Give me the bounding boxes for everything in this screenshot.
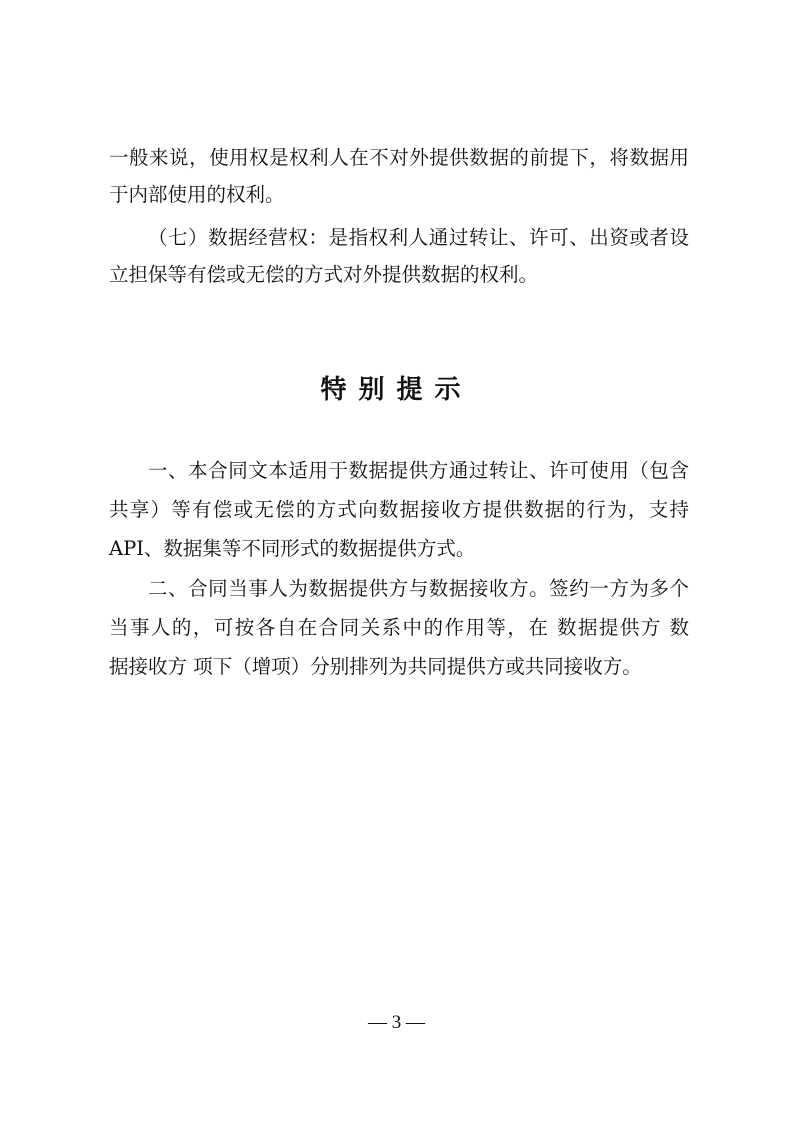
notice-text-line: 一、本合同文本适用于数据提供方通过转让、许可使用（包含 <box>148 459 689 482</box>
notice-text-line: 共享）等有偿或无偿的方式向数据接收方提供数据的行为，支持 <box>109 498 689 521</box>
body-text-line: 立担保等有偿或无偿的方式对外提供数据的权利。 <box>109 263 539 286</box>
notice-text-line: 当事人的，可按各自在合同关系中的作用等，在 数据提供方 数 <box>109 616 689 639</box>
page-number: — 3 — <box>368 1012 425 1033</box>
notice-text-line: API、数据集等不同形式的数据提供方式。 <box>109 537 476 560</box>
notice-text-line: 二、合同当事人为数据提供方与数据接收方。签约一方为多个 <box>148 577 689 600</box>
notice-text-line: 据接收方 项下（增项）分别排列为共同提供方或共同接收方。 <box>109 655 642 678</box>
section-heading: 特别提示 <box>320 375 473 405</box>
body-text-line: 于内部使用的权利。 <box>109 183 285 206</box>
body-text-line: 一般来说，使用权是权利人在不对外提供数据的前提下，将数据用 <box>109 146 689 169</box>
body-text-line: （七）数据经营权：是指权利人通过转让、许可、出资或者设 <box>148 226 689 249</box>
